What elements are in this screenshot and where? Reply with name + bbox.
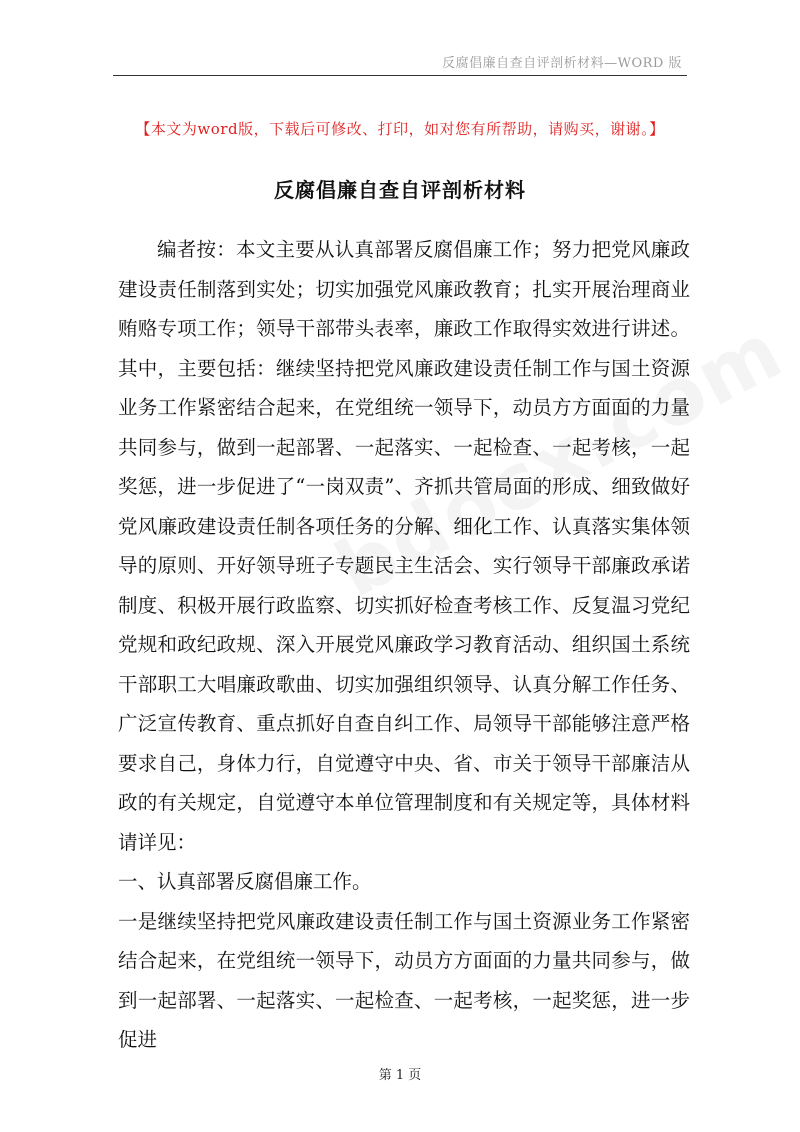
document-body	[118, 230, 690, 1060]
document-title: 反腐倡廉自查自评剖析材料	[274, 178, 526, 202]
header-divider	[113, 75, 687, 76]
purchase-notice: 【本文为word版，下载后可修改、打印，如对您有所帮助，请购买，谢谢。】	[135, 120, 665, 138]
section-heading: 一、认真部署反腐倡廉工作。	[118, 870, 372, 893]
running-header: 反腐倡廉自查自评剖析材料—WORD 版	[442, 56, 682, 71]
page-number: 第 1 页	[378, 1068, 422, 1083]
editor-note-paragraph: 编者按：本文主要从认真部署反腐倡廉工作；努力把党风廉政建设责任制落到实处；切实加强党风廉政教育；扎实开展治理商业贿赂专项工作；领导干部带头表率，廉政工作取得实效进行讲述。其中，主要包括：继续坚持把党风廉政建设责任制工作与国土资源业务工作紧密结合起来，在党组统一领导下，动员方方面面的力量共同参与，做到一起部署、一起落实、一起检查、一起考核，一起奖惩，进一步促进了“一岗双责”、齐抓共管局面的形成、细致做好党风廉政建设责任制各项任务的分解、细化工作、认真落实集体领导的原则、开好领导班子专题民主生活会、实行领导干部廉政承诺制度、积极开展行政监察、切实抓好检查考核工作、反复温习党纪党规和政纪政规、深入开展党风廉政学习教育活动、组织国土系统干部职工大唱廉政歌曲、切实加强组织领导、认真分解工作任务、广泛宣传教育、重点抓好自查自纠工作、局领导干部能够注意严格要求自己，身体力行，自觉遵守中央、省、市关于领导干部廉洁从政的有关规定，自觉遵守本单位管理制度和有关规定等，具体材料请详见：	[118, 238, 690, 854]
body-paragraph: 一是继续坚持把党风廉政建设责任制工作与国土资源业务工作紧密结合起来，在党组统一领导下，动员方方面面的力量共同参与，做到一起部署、一起落实、一起检查、一起考核，一起奖惩，进一步促进	[118, 909, 690, 1051]
